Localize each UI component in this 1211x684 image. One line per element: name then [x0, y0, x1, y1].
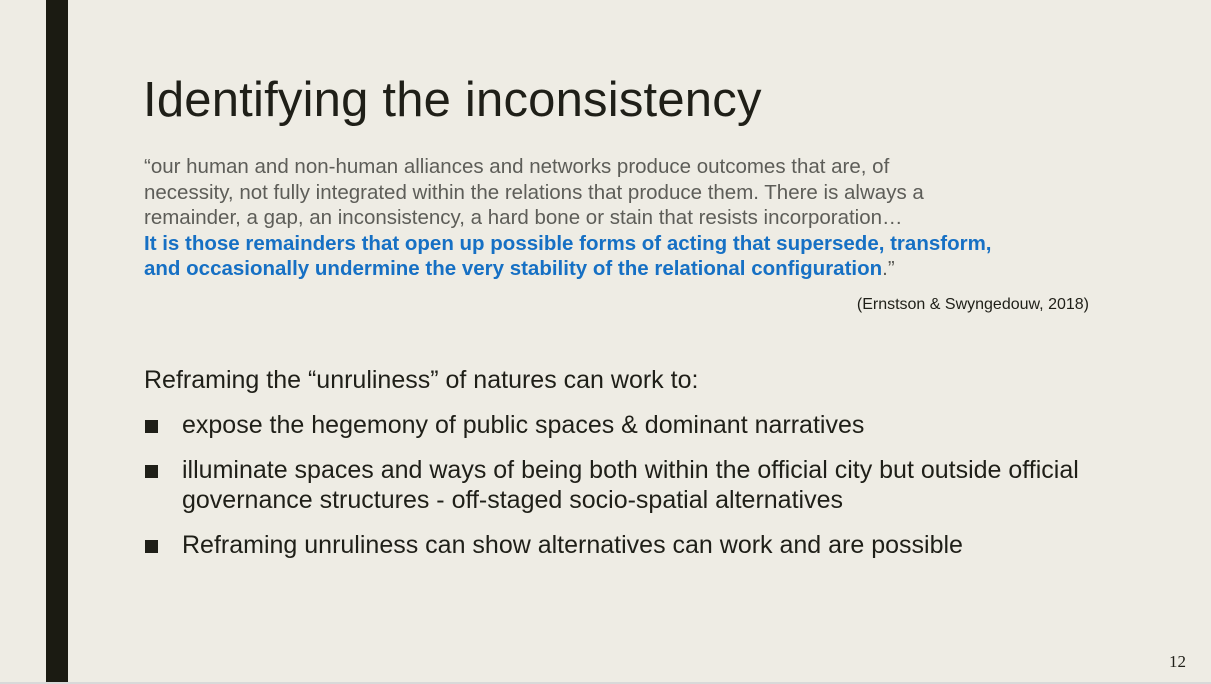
- bullet-intro: Reframing the “unruliness” of natures can work to:: [144, 366, 699, 394]
- slide-title: Identifying the inconsistency: [143, 73, 762, 127]
- bullet-text: expose the hegemony of public spaces & dominant narratives: [182, 411, 865, 439]
- quote-closing-mark: .”: [882, 257, 895, 280]
- slide-number: 12: [1169, 652, 1186, 671]
- slide-accent-bar: [46, 0, 68, 682]
- quote-line: remainder, a gap, an inconsistency, a hard bone or stain that resists incorporation…: [144, 206, 903, 229]
- bullet-text: illuminate spaces and ways of being both within the official city but outside official governance structures - off-staged socio-spatial alternatives: [182, 456, 1079, 514]
- quote-emphasis-text: It is those remainders that open up possible forms of acting that supersede, transform,: [144, 231, 992, 255]
- quote-citation: (Ernstson & Swyngedouw, 2018): [856, 296, 1089, 313]
- square-bullet-icon: [145, 420, 158, 433]
- square-bullet-icon: [145, 540, 158, 553]
- quote-emphasis-line: [144, 231, 1094, 257]
- bullet-item: [144, 410, 1094, 440]
- quote-block: [144, 154, 1094, 282]
- bullet-item: [144, 530, 1094, 560]
- bullet-text: Reframing unruliness can show alternatives can work and are possible: [182, 531, 963, 559]
- quote-line: necessity, not fully integrated within the relations that produce them. There is always a: [144, 180, 924, 204]
- quote-emphasis-text: and occasionally undermine the very stability of the relational configuration: [144, 257, 883, 280]
- quote-emphasis-line: [144, 256, 1094, 282]
- bullet-list: [144, 410, 1094, 575]
- bullet-item: [144, 455, 1094, 515]
- quote-line: “our human and non-human alliances and networks produce outcomes that are, of: [144, 155, 890, 178]
- square-bullet-icon: [145, 465, 158, 478]
